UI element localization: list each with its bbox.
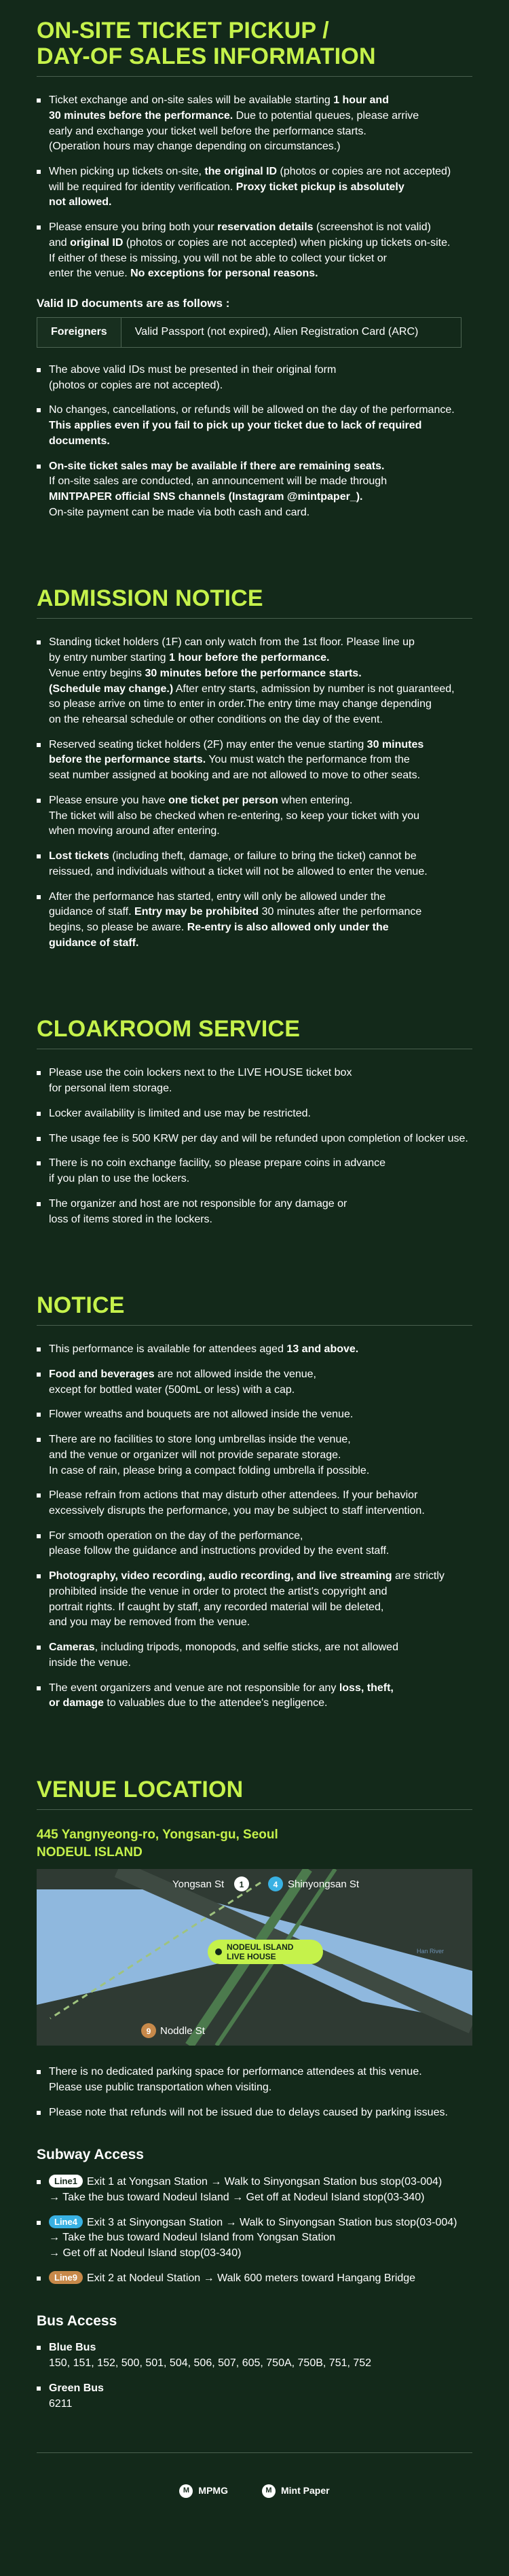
shinyongsan-station-label: Shinyongsan St xyxy=(288,1879,360,1891)
line1-badge: Line1 xyxy=(49,2175,83,2188)
line9-number: 9 xyxy=(146,2027,151,2037)
list-item: For smooth operation on the day of the performance, please follow the guidance and instructions provided by the event staff. xyxy=(37,1529,472,1559)
list-item: Line9 Exit 2 at Nodeul Station → Walk 600 meters toward Hangang Bridge xyxy=(37,2271,472,2287)
venue-marker-dot xyxy=(215,1948,222,1955)
river-label: Han River xyxy=(417,1948,445,1955)
bus-list xyxy=(37,2340,472,2412)
pickup-section xyxy=(37,18,472,520)
line4-badge: Line4 xyxy=(49,2215,83,2228)
list-item: After the performance has started, entry will only be allowed under the guidance of staff. Entry may be prohibited 30 minutes after the performance begins, so please be aware. Re-entry is also allowed only under the guidance of staff. xyxy=(37,890,472,951)
venue-list xyxy=(37,2065,472,2120)
cloakroom-section xyxy=(37,1016,472,1227)
mpmg-logo[interactable]: M MPMG xyxy=(179,2484,228,2498)
list-item: Standing ticket holders (1F) can only watch from the 1st floor. Please line up by entry number starting 1 hour before the performance. Venue entry begins 30 minutes before the performance starts. (Schedule may change.) After entry starts, admission by number is not guaranteed, so please arrive on time to enter in order.The entry time may change depending on the rehearsal schedule or other conditions on the day of the event. xyxy=(37,635,472,727)
mpmg-logo-icon: M xyxy=(179,2484,193,2498)
list-item: Line4 Exit 3 at Sinyongsan Station → Walk to Sinyongsan Station bus stop(03-004) → Take the bus toward Nodeul Island from Yongsan Station → Get off at Nodeul Island stop(03-340) xyxy=(37,2215,472,2262)
list-item: On-site ticket sales may be available if there are remaining seats. If on-site sales are conducted, an announcement will be made through MINTPAPER official SNS channels (Instagram @mintpaper_). On-site payment can be made via both cash and card. xyxy=(37,459,472,521)
list-item: Please refrain from actions that may disturb other attendees. If your behavior excessively disrupts the performance, you may be subject to staff intervention. xyxy=(37,1488,472,1519)
id-key: Foreigners xyxy=(37,318,121,347)
mintpaper-logo[interactable]: M Mint Paper xyxy=(262,2484,330,2498)
admission-list xyxy=(37,635,472,951)
venue-label-1: NODEUL ISLAND xyxy=(227,1942,294,1953)
list-item: Flower wreaths and bouquets are not allowed inside the venue. xyxy=(37,1407,472,1423)
mintpaper-logo-icon: M xyxy=(262,2484,276,2498)
list-item: The organizer and host are not responsible for any damage or loss of items stored in the lockers. xyxy=(37,1197,472,1227)
list-item: Line1 Exit 1 at Yongsan Station → Walk to Sinyongsan Station bus stop(03-004) → Take the bus toward Nodeul Island → Get off at Nodeul Island stop(03-340) xyxy=(37,2175,472,2205)
green-bus-routes: 6211 xyxy=(49,2397,73,2410)
notice-list xyxy=(37,1342,472,1711)
valid-id-heading: Valid ID documents are as follows : xyxy=(37,297,230,310)
blue-bus-name: Blue Bus xyxy=(49,2342,96,2354)
valid-id-table xyxy=(37,317,461,348)
venue-map[interactable] xyxy=(37,1869,472,2046)
list-item: Please note that refunds will not be issued due to delays caused by parking issues. xyxy=(37,2105,472,2121)
list-item: The above valid IDs must be presented in their original form (photos or copies are not accepted). xyxy=(37,363,472,393)
list-item: Lost tickets (including theft, damage, or failure to bring the ticket) cannot be reissued, and individuals without a ticket will not be allowed to enter the venue. xyxy=(37,849,472,879)
line4-number: 4 xyxy=(273,1880,278,1890)
green-bus-name: Green Bus xyxy=(49,2382,104,2394)
pickup-title: ON-SITE TICKET PICKUP / DAY-OF SALES INFORMATION xyxy=(37,18,472,77)
list-item: There is no coin exchange facility, so please prepare coins in advance if you plan to use the lockers. xyxy=(37,1156,472,1186)
pickup-list-2 xyxy=(37,363,472,520)
admission-title: ADMISSION NOTICE xyxy=(37,585,472,619)
admission-section xyxy=(37,585,472,951)
venue-title: VENUE LOCATION xyxy=(37,1777,472,1810)
cloakroom-title: CLOAKROOM SERVICE xyxy=(37,1016,472,1049)
yongsan-station-label: Yongsan St xyxy=(172,1879,225,1891)
list-item: There are no facilities to store long umbrellas inside the venue, and the venue or organizer will not provide separate storage. In case of rain, please bring a compact folding umbrella if possible. xyxy=(37,1432,472,1479)
list-item: This performance is available for attendees aged 13 and above. xyxy=(37,1342,472,1358)
list-item: Ticket exchange and on-site sales will be available starting 1 hour and 30 minutes before the performance. Due to potential queues, please arrive early and exchange your ticket well before the performance starts. (Operation hours may change depending on circumstances.) xyxy=(37,93,472,155)
line1-number: 1 xyxy=(239,1880,244,1890)
venue-section xyxy=(37,1777,472,2412)
list-item: Photography, video recording, audio recording, and live streaming are strictly prohibited inside the venue in order to protect the artist's copyright and portrait rights. If caught by staff, any recorded material will be deleted, and you may be removed from the venue. xyxy=(37,1569,472,1631)
noddle-station-label: Noddle St xyxy=(160,2025,205,2037)
pickup-list xyxy=(37,93,472,282)
list-item xyxy=(37,2340,472,2371)
id-value: Valid Passport (not expired), Alien Registration Card (ARC) xyxy=(134,326,419,338)
list-item: Please ensure you have one ticket per person when entering. The ticket will also be checked when re-entering, so keep your ticket with you when moving around after entering. xyxy=(37,793,472,839)
list-item: Please use the coin lockers next to the LIVE HOUSE ticket box for personal item storage. xyxy=(37,1066,472,1096)
list-item: There is no dedicated parking space for performance attendees at this venue. Please use public transportation when visiting. xyxy=(37,2065,472,2095)
bus-title: Bus Access xyxy=(37,2312,117,2329)
notice-title: NOTICE xyxy=(37,1292,472,1326)
list-item: The event organizers and venue are not responsible for any loss, theft, or damage to valuables due to the attendee's negligence. xyxy=(37,1681,472,1711)
venue-label-2: LIVE HOUSE xyxy=(227,1952,276,1962)
list-item: Food and beverages are not allowed inside the venue, except for bottled water (500mL or less) with a cap. xyxy=(37,1367,472,1398)
cloakroom-list xyxy=(37,1066,472,1227)
list-item: No changes, cancellations, or refunds will be allowed on the day of the performance. This applies even if you fail to pick up your ticket due to lack of required documents. xyxy=(37,403,472,449)
list-item: When picking up tickets on-site, the original ID (photos or copies are not accepted) will be required for identity verification. Proxy ticket pickup is absolutely not allowed. xyxy=(37,164,472,211)
venue-address: 445 Yangnyeong-ro, Yongsan-gu, Seoul NODEUL ISLAND xyxy=(37,1828,278,1860)
subway-list xyxy=(37,2175,472,2286)
list-item: Locker availability is limited and use may be restricted. xyxy=(37,1106,472,1122)
blue-bus-routes: 150, 151, 152, 500, 501, 504, 506, 507, 605, 750A, 750B, 751, 752 xyxy=(49,2357,372,2370)
list-item: The usage fee is 500 KRW per day and will be refunded upon completion of locker use. xyxy=(37,1131,472,1147)
subway-title: Subway Access xyxy=(37,2147,144,2163)
list-item: Reserved seating ticket holders (2F) may enter the venue starting 30 minutes before the performance starts. You must watch the performance from the seat number assigned at booking and are not allowed to move to other seats. xyxy=(37,738,472,784)
list-item: Please ensure you bring both your reservation details (screenshot is not valid) and original ID (photos or copies are not accepted) when picking up tickets on-site. If either of these is missing, you will not be able to collect your ticket or enter the venue. No exceptions for personal reasons. xyxy=(37,220,472,282)
notice-section xyxy=(37,1292,472,1711)
list-item xyxy=(37,2381,472,2412)
list-item: Cameras, including tripods, monopods, and selfie sticks, are not allowed inside the venue. xyxy=(37,1640,472,1671)
footer xyxy=(37,2452,472,2498)
line9-badge: Line9 xyxy=(49,2271,83,2284)
